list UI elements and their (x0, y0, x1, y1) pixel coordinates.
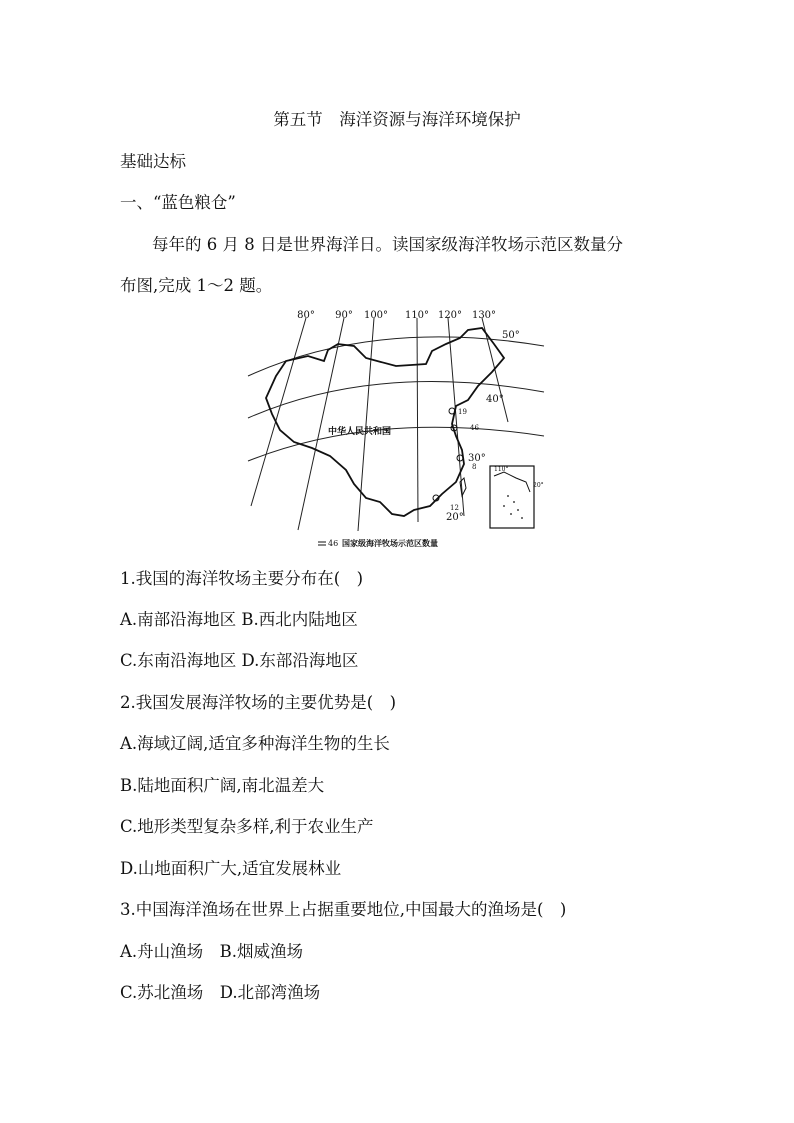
ranch-marker (457, 455, 463, 461)
longitude-label: 130° (471, 310, 497, 321)
longitude-line-80 (251, 318, 306, 506)
legend-value: 46 (328, 539, 339, 548)
latitude-label: 50° (502, 330, 520, 341)
longitude-label: 120° (437, 310, 463, 321)
question-3-options-cd: C.苏北渔场 D.北部湾渔场 (120, 983, 321, 1002)
latitude-line-30 (248, 427, 544, 461)
question-3-stem: 3.中国海洋渔场在世界上占据重要地位,中国最大的渔场是( ) (120, 900, 567, 919)
latitude-line-50 (248, 337, 544, 376)
longitude-label: 110° (404, 310, 430, 321)
country-label: 中华人民共和国 (328, 427, 392, 437)
marine-ranch-map (246, 306, 548, 552)
question-1-stem: 1.我国的海洋牧场主要分布在( ) (120, 569, 364, 588)
longitude-label: 100° (363, 310, 389, 321)
ranch-count-label: 46 (470, 424, 479, 432)
question-1-options-cd: C.东南沿海地区 D.东部沿海地区 (120, 651, 359, 670)
question-1-options-ab: A.南部沿海地区 B.西北内陆地区 (120, 610, 358, 629)
latitude-label: 20° (446, 512, 464, 523)
question-2-option-b: B.陆地面积广阔,南北温差大 (120, 776, 325, 795)
legend-label: 国家级海洋牧场示范区数量 (342, 538, 438, 548)
latitude-label: 40° (486, 394, 504, 405)
subsection-heading: 一、“蓝色粮仓” (120, 193, 236, 212)
taiwan-island (460, 478, 466, 496)
inset-latitude-label: 20° (533, 482, 544, 489)
question-2-option-c: C.地形类型复杂多样,利于农业生产 (120, 817, 374, 836)
section-heading: 基础达标 (120, 152, 186, 171)
inset-longitude-label: 110° (494, 466, 509, 473)
longitude-line-90 (298, 318, 344, 530)
page-title: 第五节 海洋资源与海洋环境保护 (273, 110, 521, 129)
question-2-stem: 2.我国发展海洋牧场的主要优势是( ) (120, 693, 397, 712)
ranch-count-label: 19 (458, 408, 467, 416)
longitude-label: 80° (297, 310, 315, 321)
question-2-option-d: D.山地面积广大,适宜发展林业 (120, 859, 342, 878)
intro-text-line2: 布图,完成 1～2 题。 (120, 276, 273, 295)
latitude-label: 30° (468, 453, 486, 464)
question-2-option-a: A.海域辽阔,适宜多种海洋生物的生长 (120, 734, 390, 753)
question-3-options-ab: A.舟山渔场 B.烟威渔场 (120, 942, 304, 961)
longitude-line-110 (417, 318, 418, 522)
legend-ranch-icon (318, 542, 326, 545)
ranch-count-label: 12 (450, 504, 459, 512)
longitude-label: 90° (335, 310, 353, 321)
intro-text-line1: 每年的 6 月 8 日是世界海洋日。读国家级海洋牧场示范区数量分 (152, 235, 623, 254)
ranch-count-label: 8 (472, 463, 477, 471)
